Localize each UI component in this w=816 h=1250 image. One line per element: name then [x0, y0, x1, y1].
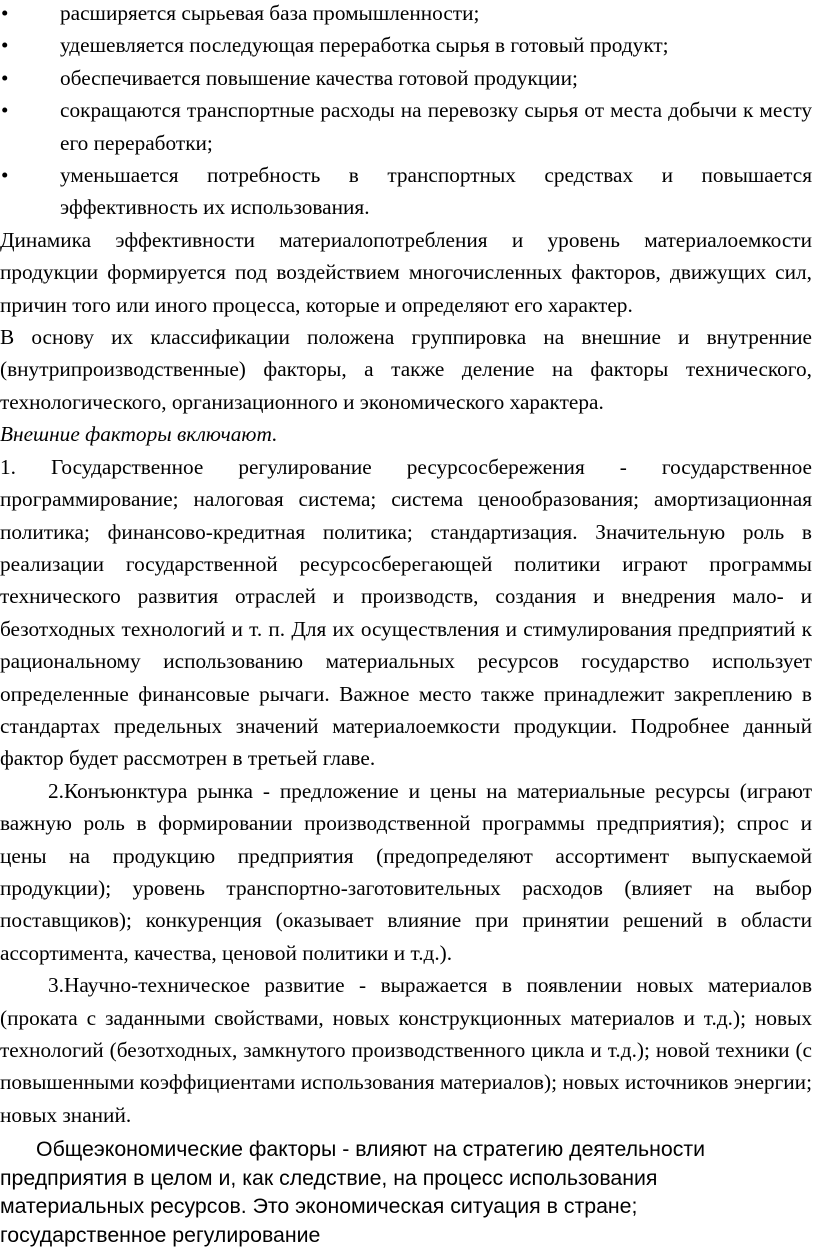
list-item [0, 0, 812, 29]
list-item-text: расширяется сырьевая база промышленности; [60, 1, 480, 25]
bullet-icon: • [1, 163, 9, 188]
list-item-text: сокращаются транспортные расходы на перевозку сырья от места добычи к месту его переработки; [60, 98, 812, 155]
paragraph-general-economic: Общеэкономические факторы - влияют на стратегию деятельности предприятия в целом и, как следствие, на процесс использования материальных ресурсов. Это экономическая ситуация в стране; государственное регулирование [0, 1137, 706, 1247]
list-item-text: обеспечивается повышение качества готовой продукции; [60, 65, 578, 90]
list-item [0, 159, 812, 224]
list-item-text: уменьшается потребность в транспортных средствах и повышается эффективность их использования. [60, 163, 812, 220]
bullet-icon: • [1, 65, 9, 90]
advantages-list [0, 0, 812, 224]
bullet-icon: • [1, 33, 9, 58]
list-item [0, 94, 812, 159]
external-factors-heading: Внешние факторы включают. [0, 422, 278, 447]
paragraph-factor-2: 2.Конъюнктура рынка - предложение и цены на материальные ресурсы (играют важную роль в формировании производственной программы предприятия); спрос и цены на продукцию предприятия (предопределяют ассортимент выпускаемой продукции); уровень транспортно-заготовительных расходов (влияет на выбор поставщиков); конкуренция (оказывает влияние при принятии решений в области ассортимента, качества, ценовой политики и т.д.). [0, 778, 812, 965]
bullet-icon: • [1, 1, 9, 25]
paragraph-factor-3: 3.Научно-техническое развитие - выражается в появлении новых материалов (проката с заданными свойствами, новых конструкционных материалов и т.д.); новых технологий (безотходных, замкнутого производственного цикла и т.д.); новой техники (с повышенными коэффициентами использования материалов); новых источников энергии; новых знаний. [0, 973, 812, 1127]
list-item [0, 29, 812, 61]
list-item-text: удешевляется последующая переработка сырья в готовый продукт; [60, 33, 669, 58]
list-item [0, 62, 812, 94]
paragraph-factor-1: 1. Государственное регулирование ресурсосбережения - государственное программирование; налоговая система; система ценообразования; амортизационная политика; финансово-кредитная политика; стандартизация. Значительную роль в реализации государственной ресурсосберегающей политики играют программы технического развития отраслей и производств, создания и внедрения мало- и безотходных технологий и т. п. Для их осуществления и стимулирования предприятий к рациональному использованию материальных ресурсов государство использует определенные финансовые рычаги. Важное место также принадлежит закреплению в стандартах предельных значений материалоемкости продукции. Подробнее данный фактор будет рассмотрен в третьей главе. [0, 454, 812, 771]
paragraph-classification: В основу их классификации положена группировка на внешние и внутренние (внутрипроизводственные) факторы, а также деление на факторы технического, технологического, организационного и экономического характера. [0, 325, 812, 414]
paragraph-dynamics: Динамика эффективности материалопотребления и уровень материалоемкости продукции формируется под воздействием многочисленных факторов, движущих сил, причин того или иного процесса, которые и определяют его характер. [0, 227, 812, 317]
bullet-icon: • [1, 98, 9, 123]
